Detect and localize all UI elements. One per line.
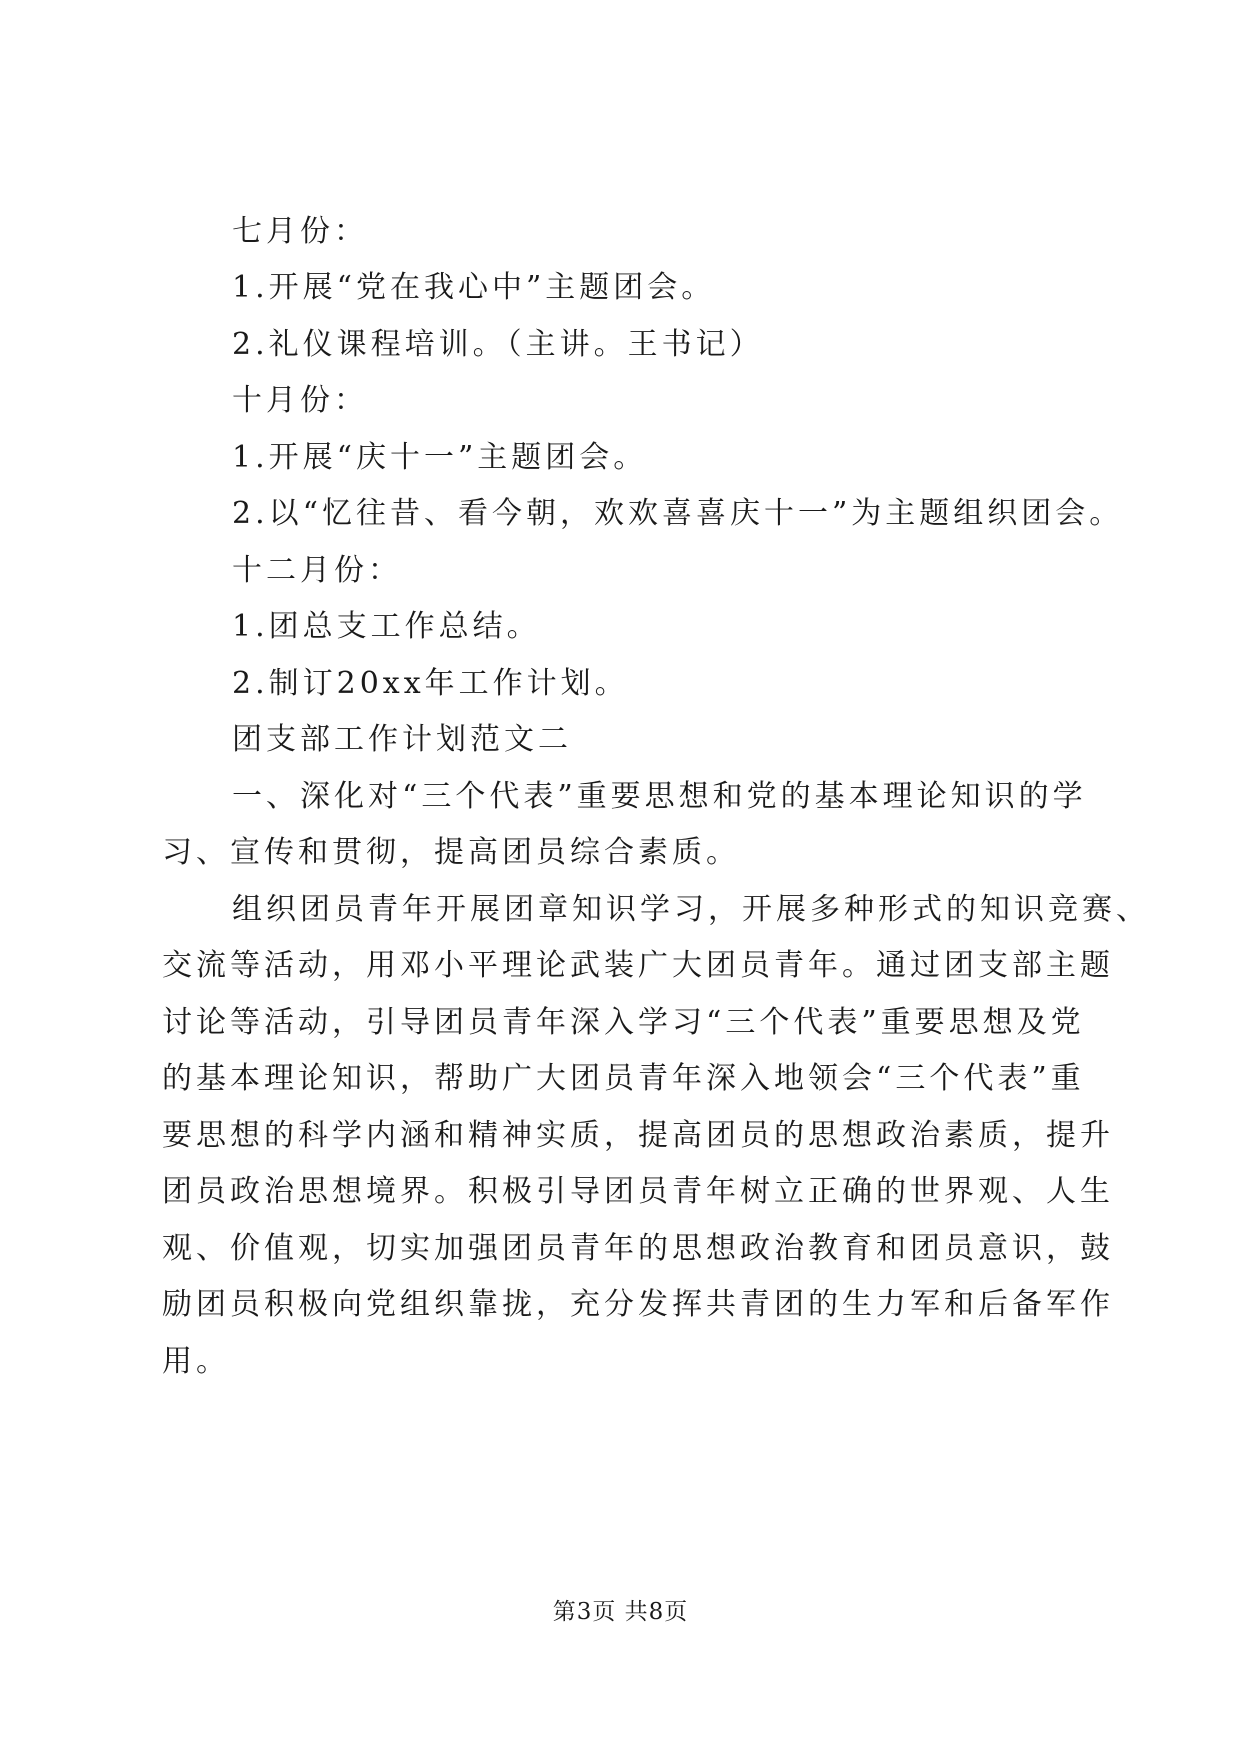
section-heading-october: 十月份： [232, 383, 368, 418]
document-subtitle: 团支部工作计划范文二 [232, 722, 572, 757]
list-item: 1.团总支工作总结。 [232, 609, 541, 644]
paragraph-line: 交流等活动，用邓小平理论武装广大团员青年。通过团支部主题 [162, 948, 1114, 983]
paragraph-line: 用。 [162, 1344, 230, 1379]
list-item: 2.礼仪课程培训。（主讲。王书记） [232, 327, 764, 362]
section-heading-december: 十二月份： [232, 553, 402, 588]
paragraph-line: 讨论等活动，引导团员青年深入学习“三个代表”重要思想及党 [162, 1005, 1085, 1040]
paragraph-line: 观、价值观，切实加强团员青年的思想政治教育和团员意识，鼓 [162, 1231, 1114, 1266]
list-item: 1.开展“党在我心中”主题团会。 [232, 270, 716, 305]
paragraph-line: 一、深化对“三个代表”重要思想和党的基本理论知识的学 [232, 779, 1087, 814]
page-number-footer: 第3页 共8页 [552, 1599, 689, 1625]
paragraph-line: 要思想的科学内涵和精神实质，提高团员的思想政治素质，提升 [162, 1118, 1114, 1153]
paragraph-line: 习、宣传和贯彻，提高团员综合素质。 [162, 835, 740, 870]
list-item: 1.开展“庆十一”主题团会。 [232, 440, 648, 475]
list-item: 2.以“忆往昔、看今朝，欢欢喜喜庆十一”为主题组织团会。 [232, 496, 1124, 531]
paragraph-line: 励团员积极向党组织靠拢，充分发挥共青团的生力军和后备军作 [162, 1287, 1114, 1322]
section-heading-july: 七月份： [232, 214, 368, 249]
paragraph-line: 的基本理论知识，帮助广大团员青年深入地领会“三个代表”重 [162, 1061, 1085, 1096]
paragraph-line: 组织团员青年开展团章知识学习，开展多种形式的知识竞赛、 [232, 892, 1150, 927]
paragraph-line: 团员政治思想境界。积极引导团员青年树立正确的世界观、人生 [162, 1174, 1114, 1209]
list-item: 2.制订20xx年工作计划。 [232, 666, 629, 701]
